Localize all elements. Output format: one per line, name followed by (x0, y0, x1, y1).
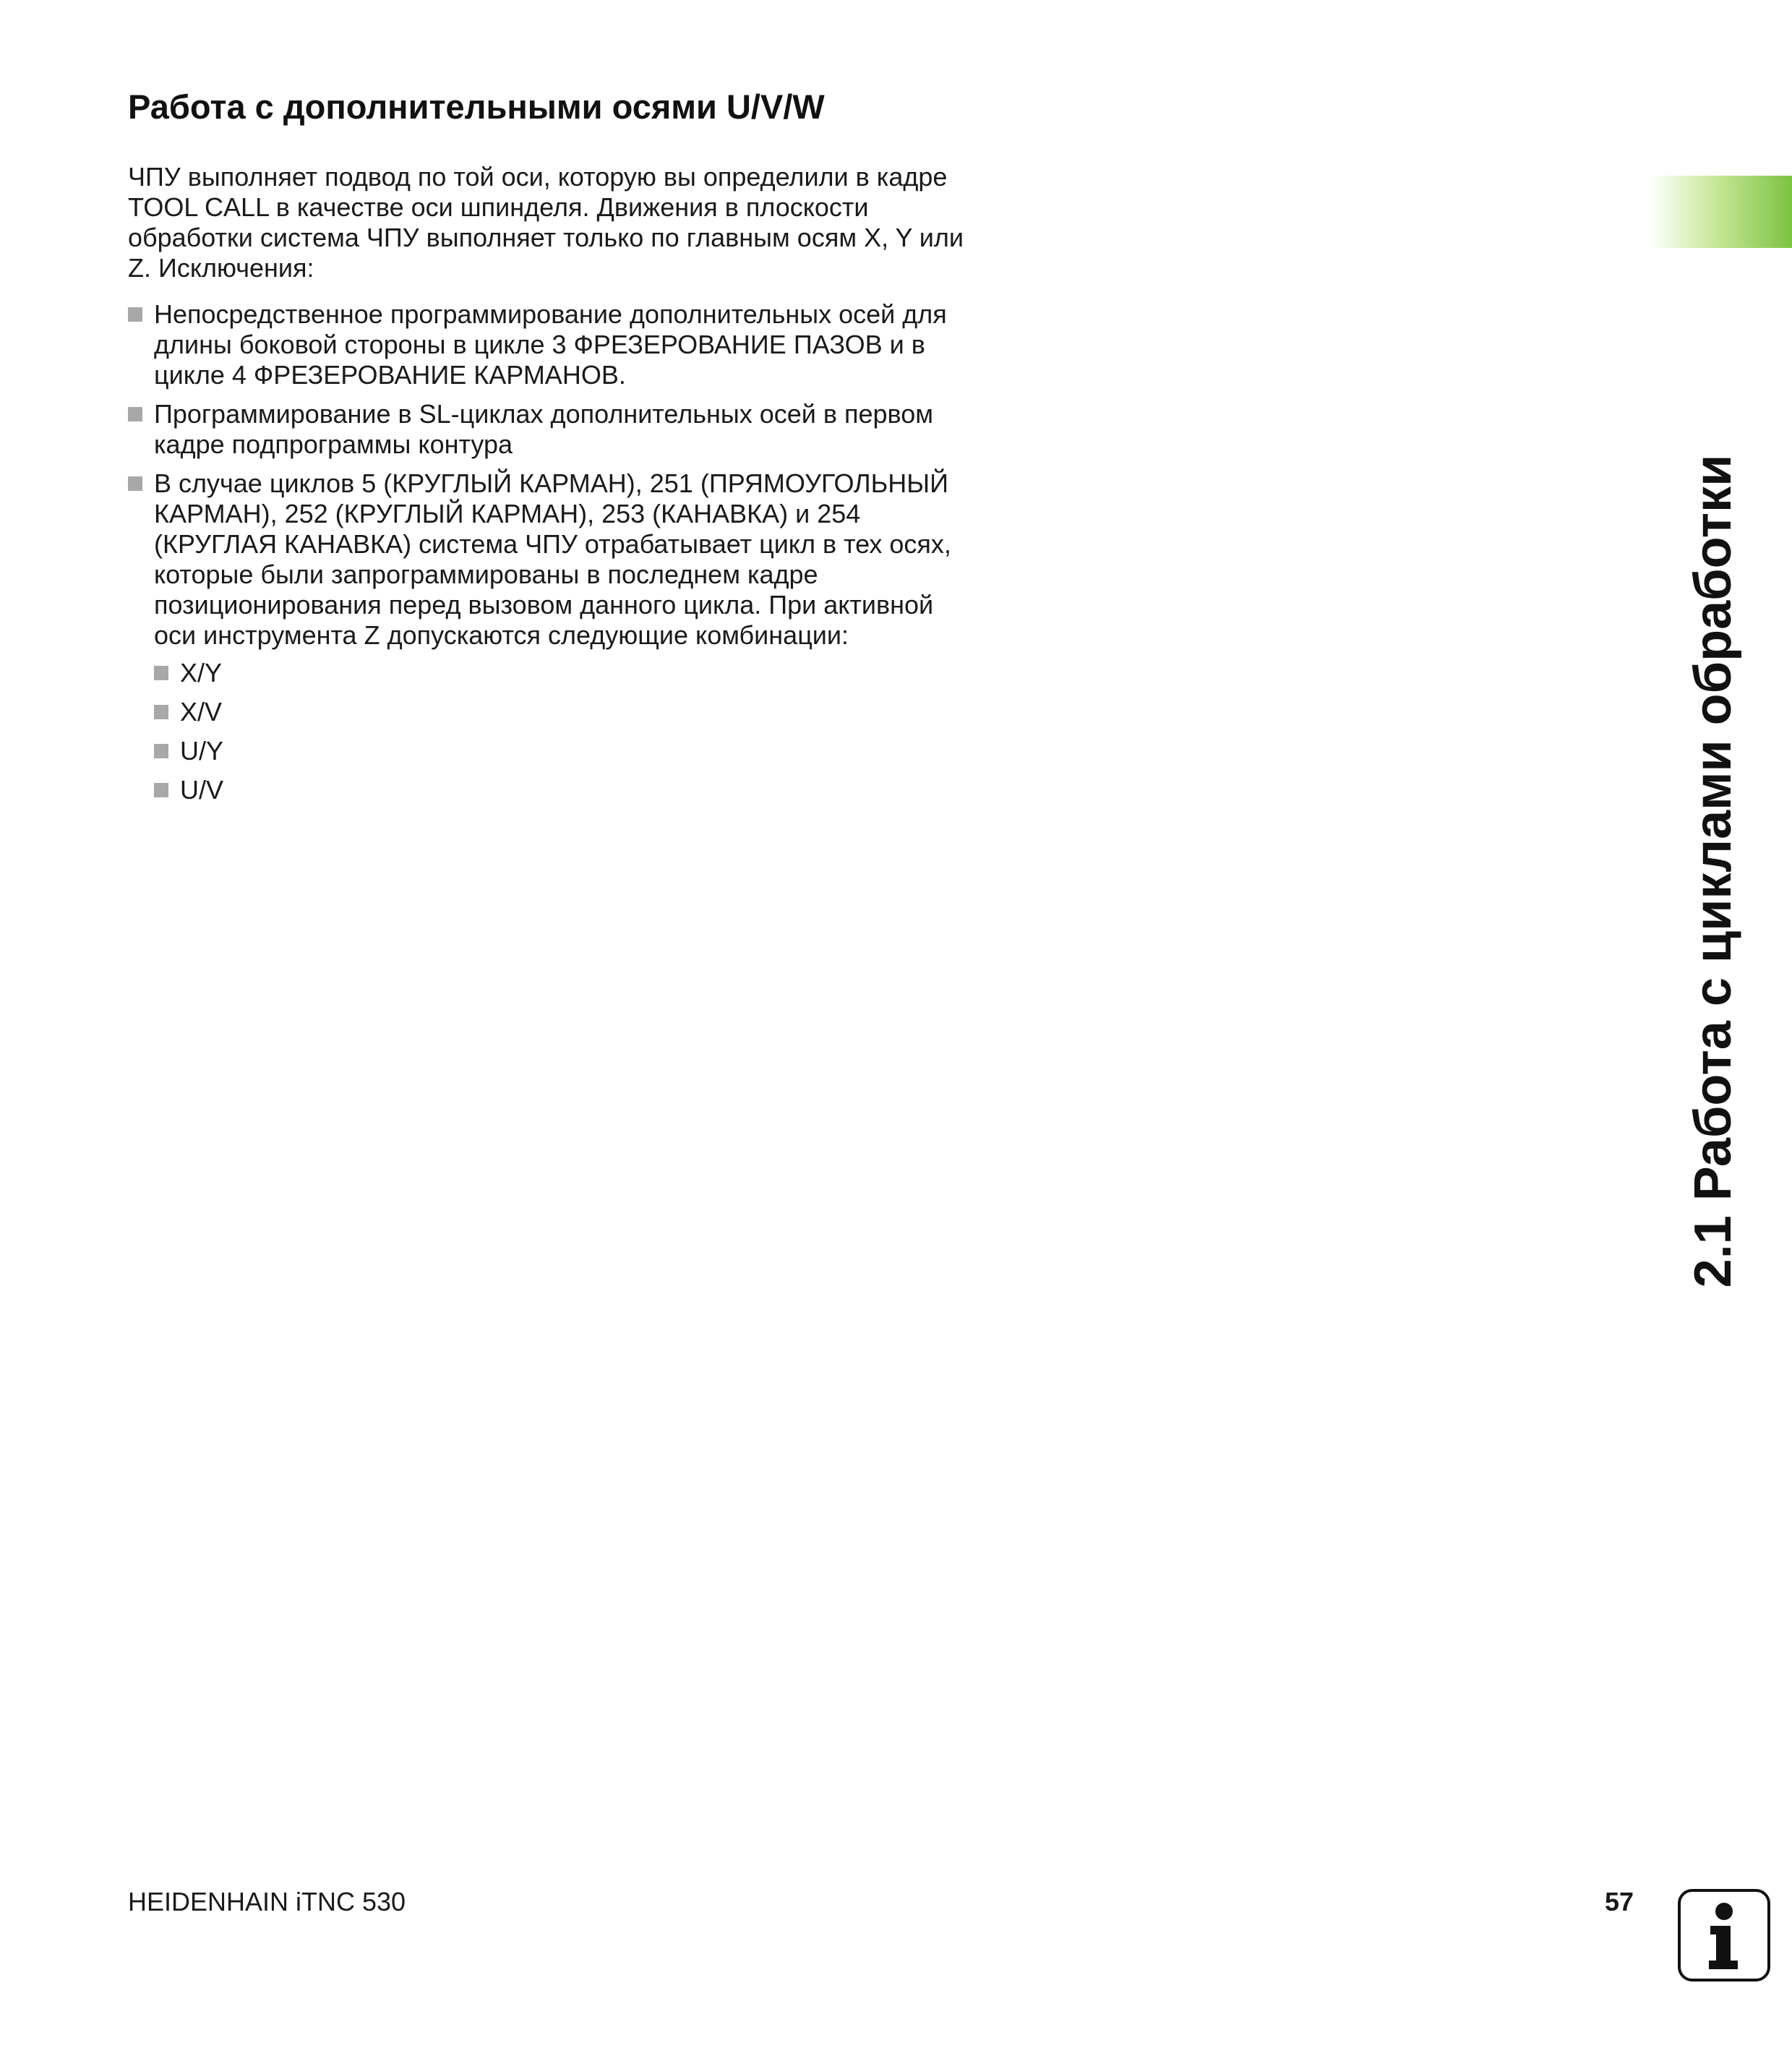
section-heading: Работа с дополнительными осями U/V/W (128, 87, 825, 126)
list-item-text: В случае циклов 5 (КРУГЛЫЙ КАРМАН), 251 (ПРЯМОУГОЛЬНЫЙ КАРМАН), 252 (КРУГЛЫЙ КАРМАН), 253 (КАНАВКА) и 254 (КРУГЛАЯ КАНАВКА) система ЧПУ отрабатывает цикл в тех осях, которые были запрограммированы в последнем кадре позиционирования перед вызовом данного цикла. При активной оси инструмента Z допускаются следующие комбинации: (154, 468, 951, 650)
combination-text: U/Y (180, 736, 224, 766)
bullet-square-icon (154, 666, 168, 680)
list-item (128, 399, 981, 460)
combination-item (154, 775, 981, 814)
combination-item (154, 658, 981, 697)
combination-text: X/V (180, 697, 223, 727)
bullet-square-icon (128, 307, 142, 322)
bullet-square-icon (154, 783, 168, 797)
bullet-square-icon (128, 476, 142, 491)
list-item-text: Программирование в SL-циклах дополнительных осей в первом кадре подпрограммы контура (154, 399, 934, 459)
combinations-list (154, 658, 981, 814)
intro-paragraph: ЧПУ выполняет подвод по той оси, которую вы определили в кадре TOOL CALL в качестве оси шпинделя. Движения в плоскости обработки система ЧПУ выполняет только по главным осям X, Y или Z. Исключения: (128, 162, 964, 283)
info-icon (1677, 1888, 1771, 1982)
chapter-color-tab (1650, 176, 1792, 248)
combination-item (154, 736, 981, 775)
chapter-side-title: 2.1 Работа с циклами обработки (1684, 454, 1742, 1288)
footer-product-name: HEIDENHAIN iTNC 530 (128, 1887, 406, 1916)
page-number: 57 (1605, 1887, 1634, 1916)
list-item (128, 468, 981, 814)
bullet-square-icon (154, 744, 168, 758)
combination-text: U/V (180, 775, 224, 805)
combination-item (154, 697, 981, 736)
list-item-text: Непосредственное программирование дополнительных осей для длины боковой стороны в цикле 3 ФРЕЗЕРОВАНИЕ ПАЗОВ и в цикле 4 ФРЕЗЕРОВАНИЕ КАРМАНОВ. (154, 299, 947, 390)
bullet-square-icon (128, 407, 142, 421)
combination-text: X/Y (180, 658, 223, 687)
list-item (128, 299, 981, 390)
bullet-square-icon (154, 705, 168, 719)
exceptions-list (128, 299, 981, 823)
